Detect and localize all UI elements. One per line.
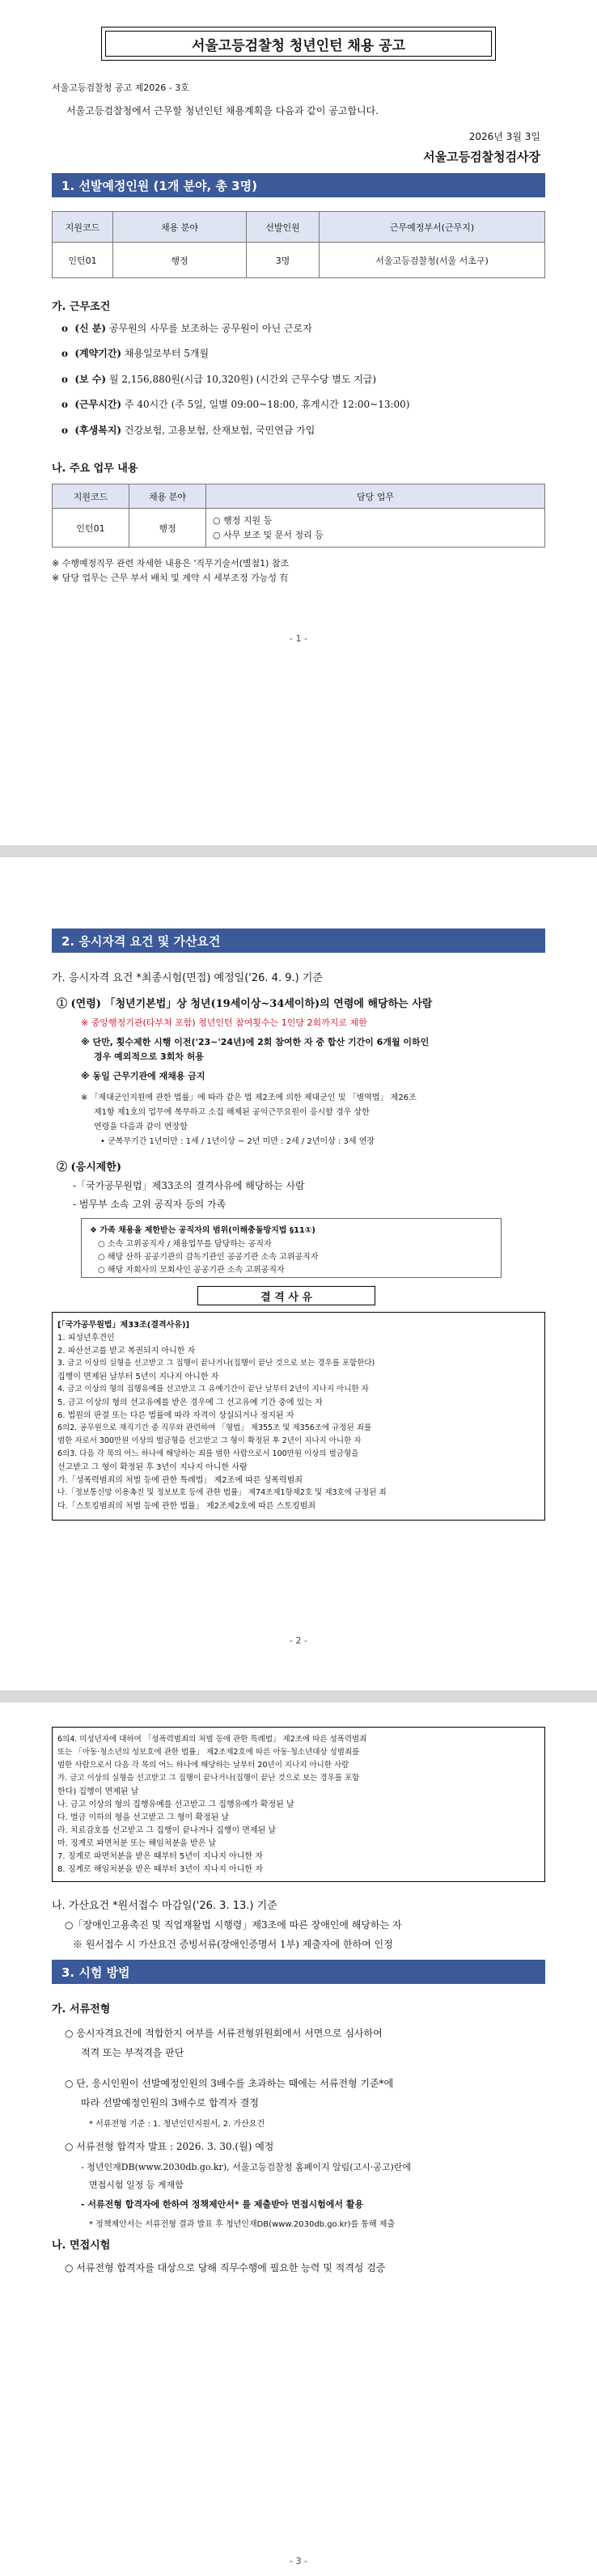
screening-announce: ○ 서류전형 합격자 발표 : 2026. 3. 30.(월) 예정: [65, 2141, 274, 2152]
disq-item: 1. 피성년후견인: [57, 1334, 115, 1343]
page-1: [0, 0, 597, 845]
interview-heading: 나. 면접시험: [52, 2240, 111, 2252]
recruitment-table: [52, 211, 545, 278]
age-note-limit: ※ 중앙행정기관(타부처 포함) 청년인턴 참여횟수는 1인당 2회까지로 제한: [81, 1017, 367, 1028]
age-note-veteran-3: 연령을 다음과 같이 연장함: [94, 1123, 188, 1131]
td-count: 3명: [247, 243, 320, 278]
screening-post-2: 면접시험 일정 등 게재함: [89, 2180, 184, 2190]
disq-item: 나. 금고 이상의 형의 집행유예를 선고받고 그 집행유예가 확정된 날: [57, 1800, 294, 1809]
th-field: 채용 분야: [113, 212, 247, 243]
family-restriction-box: [81, 1218, 502, 1278]
age-note-exception-2: 경우 예외적으로 3회차 허용: [94, 1051, 205, 1062]
disq-item: 마. 징계로 파면처분 또는 해임처분을 받은 날: [57, 1839, 217, 1848]
page-gap-1: [0, 845, 597, 857]
duties-table: [52, 484, 545, 548]
document-title-box: [101, 27, 496, 61]
condition-pay: o (보 수) 월 2,156,880원(시급 10,320원) (시간외 근무수당 별도 지급): [61, 374, 377, 385]
note-2: ※ 담당 업무는 근무 부서 배치 및 계약 시 세부조정 가능성 有: [52, 573, 289, 583]
age-note-veteran-1: ※ 「제대군인지원에 관한 법률」에 따라 같은 법 제2조에 의한 제대군인 및 「병역법」 제26조: [81, 1093, 417, 1102]
disqualification-header: 결 격 사 유: [260, 1291, 312, 1304]
page-number-2: - 2 -: [290, 1635, 307, 1646]
td-dept: 서울고등검찰청(서울 서초구): [320, 243, 545, 278]
disq-item: 6의3. 다음 각 목의 어느 하나에 해당하는 죄를 범한 사람으로서 100만원 이상의 벌금형을: [57, 1449, 359, 1458]
condition-welfare: o (후생복지) 건강보험, 고용보험, 산재보험, 국민연금 가입: [61, 425, 315, 436]
restriction-line-2: - 범무부 소속 고위 공직자 등의 가족: [73, 1199, 227, 1210]
screening-post-1: - 청년인재DB(www.2030db.go.kr), 서울고등검찰청 홈페이지 알림(고시·공고)란에: [81, 2162, 412, 2172]
family-box-item: ○ 해당 자회사의 모회사인 공공기관 소속 고위공직자: [98, 1266, 285, 1275]
age-note-veteran-2: 제1항 제1호의 업무에 복무하고 소집 해제된 공익근무요원이 응시할 경우 상한: [94, 1108, 370, 1117]
td2-field: 행정: [129, 509, 206, 548]
duty-item: ○ 사무 보조 및 문서 정리 등: [213, 529, 324, 540]
disq-item: 7. 징계로 파면처분을 받은 때부터 5년이 지나지 아니한 자: [57, 1852, 263, 1861]
td2-code: 인턴01: [53, 509, 129, 548]
disq-item: 4. 금고 이상의 형의 집행유예를 선고받고 그 유예기간이 끝난 날부터 2년이 지나지 아니한 자: [57, 1385, 369, 1394]
work-conditions-heading: 가. 근무조건: [52, 301, 111, 313]
notice-number: 서울고등검찰청 공고 제2026 - 3호: [52, 82, 189, 93]
page-number-1: - 1 -: [290, 633, 307, 644]
page-3: [0, 1703, 597, 2576]
disq-item: 8. 징계로 해임처분을 받은 때부터 3년이 지나지 아니한 자: [57, 1865, 263, 1874]
page-gap-2: [0, 1690, 597, 1703]
disq-item: 2. 파산선고를 받고 복권되지 아니한 자: [57, 1347, 196, 1356]
section-3-header: 3. 시험 방법: [52, 1960, 545, 1984]
bonus-heading: 나. 가산요건 *원서접수 마감일('26. 3. 13.) 기준: [52, 1900, 277, 1912]
page-2: [0, 857, 597, 1690]
interview-line-1: ○ 서류전형 합격자를 대상으로 당해 직무수행에 필요한 능력 및 적격성 검증: [65, 2262, 386, 2274]
notice-date: 2026년 3월 3일: [468, 131, 540, 142]
disq-item: 6의2. 공무원으로 재직기간 중 직무와 관련하여 「형법」 제355조 및 제356조에 규정된 죄를: [57, 1423, 372, 1432]
disqualification-header-box: [197, 1286, 375, 1305]
disq-item: 가.「성폭력범죄의 처벌 등에 관한 특례법」 제2조에 따른 성폭력범죄: [57, 1476, 303, 1485]
th-dept: 근무예정부서(근무지): [320, 212, 545, 243]
document-title: 서울고등검찰청 청년인턴 채용 공고: [105, 31, 492, 57]
age-note-rehire: ※ 동일 근무기관에 재채용 금지: [81, 1071, 205, 1081]
disq-item: 다. 벌금 이하의 형을 선고받고 그 형이 확정된 날: [57, 1813, 230, 1822]
disq-item: 가. 금고 이상의 실형을 선고받고 그 집행이 끝나거나(집행이 끝난 것으로 보는 경우를 포함: [57, 1774, 360, 1783]
screening-line-2a: ○ 단, 응시인원이 선발예정인원의 3배수를 초과하는 때에는 서류전형 기준*에: [65, 2078, 394, 2089]
screening-line-2b: 따라 선발예정인원의 3배수로 합격자 결정: [81, 2097, 259, 2109]
th2-field: 채용 분야: [129, 484, 206, 509]
screening-criteria: * 서류전형 기준 : 1. 청년인턴지원서, 2. 가산요건: [89, 2120, 265, 2129]
restriction-line-1: -「국가공무원법」제33조의 결격사유에 해당하는 사람: [73, 1180, 305, 1191]
th-code: 지원코드: [53, 212, 113, 243]
age-note-exception-1: ※ 단만, 횟수제한 시행 이전('23~'24년)에 2회 참여한 자 중 합산 기간이 6개월 이하인: [81, 1037, 430, 1047]
policy-proposal-note: * 정책제안서는 서류전형 결과 발표 후 청년인재DB(www.2030db.go.kr)를 통해 제출: [89, 2220, 396, 2229]
section-1-header: 1. 선발예정인원 (1개 분야, 총 3명): [52, 173, 545, 197]
disq-item: 6의4. 미성년자에 대하여 「성폭력범죄의 처벌 등에 관한 특례법」 제2조에 따른 성폭력범죄: [57, 1735, 367, 1744]
restriction-heading: ② (응시제한): [57, 1161, 122, 1174]
condition-status: o (신 분) 공무원의 사무를 보조하는 공무원이 아닌 근로자: [61, 323, 312, 334]
disq-item: 범한 사람으로서 다음 각 목의 어느 하나에 해당하는 날부터 20년이 지나지 아니한 사람: [57, 1761, 349, 1770]
bonus-line-2: ※ 원서접수 시 가산요건 증빙서류(장애인증명서 1부) 제출자에 한하여 인정: [73, 1939, 393, 1950]
age-requirement: ① (연령) 「청년기본법」상 청년(19세이상~34세이하)의 연령에 해당하는 사람: [57, 998, 433, 1010]
disq-item: 다.「스토킹범죄의 처벌 등에 관한 법률」 제2조제2호에 따른 스토킹범죄: [57, 1502, 315, 1511]
disq-item: 나.「정보통신망 이용촉진 및 정보보호 등에 관한 법률」 제74조제1항제2호 및 제3호에 규정된 죄: [57, 1488, 387, 1497]
disq-item: 5. 금고 이상의 형의 선고유예를 받은 경우에 그 선고유예 기간 중에 있는 자: [57, 1398, 323, 1407]
policy-proposal: - 서류전형 합격자에 한하여 정책제안서* 를 제출받아 면접시험에서 활용: [81, 2199, 364, 2210]
intro-text: 서울고등검찰청에서 근무할 청년인턴 채용계획을 다음과 같이 공고합니다.: [66, 105, 379, 116]
th-count: 선발인원: [247, 212, 320, 243]
th2-code: 지원코드: [53, 484, 129, 509]
screening-line-1a: ○ 응시자격요건에 적합한지 여부를 서류전형위원회에서 서면으로 심사하여: [65, 2028, 383, 2039]
age-note-veteran-4: • 군복무기간 1년미만 : 1세 / 1년이상 ~ 2년 미만 : 2세 / 2년이상 : 3세 연장: [100, 1137, 375, 1146]
disq-item: 6. 법원의 판결 또는 다른 법률에 따라 자격이 상실되거나 정지된 자: [57, 1411, 294, 1420]
disq-item: 범한 자로서 300만원 이상의 벌금형을 선고받고 그 형이 확정된 후 2년이 지나지 아니한 자: [57, 1436, 362, 1445]
family-box-title: ❖ 가족 채용을 제한받는 공직자의 범위(이해충돌방지법 §11①): [90, 1226, 315, 1235]
document-screening-heading: 가. 서류전형: [52, 2003, 111, 2016]
td2-duties: [206, 509, 545, 548]
page-number-3: - 3 -: [290, 2556, 307, 2566]
disq-item: 3. 금고 이상의 실형을 선고받고 그 집행이 끝나거나(집행이 끝난 것으로 보는 경우를 포함한다): [57, 1359, 375, 1368]
condition-hours: o (근무시간) 주 40시간 (주 5일, 일별 09:00~18:00, 휴게시간 12:00~13:00): [61, 399, 410, 410]
disq-title: [「국가공무원법」제33조(결격사유)]: [57, 1321, 190, 1330]
issuer: 서울고등검찰청검사장: [423, 150, 540, 164]
screening-line-1b: 적격 또는 부적격을 판단: [81, 2047, 184, 2058]
disq-item: 또는 「아동·청소년의 성보호에 관한 법률」 제2조제2호에 따른 아동·청소년대상 성범죄를: [57, 1748, 360, 1757]
disq-item: 라. 치료감호를 선고받고 그 집행이 끝나거나 집행이 면제된 날: [57, 1826, 277, 1835]
td-code: 인턴01: [53, 243, 113, 278]
disqualification-box-continued: [52, 1727, 545, 1882]
condition-period: o (계약기간) 채용일로부터 5개월: [61, 348, 210, 359]
disq-item: 집행이 면제된 날부터 5년이 지나지 아니한 자: [57, 1373, 219, 1381]
td-field: 행정: [113, 243, 247, 278]
disq-item: 선고받고 그 형이 확정된 후 3년이 지나지 아니한 사람: [57, 1463, 248, 1472]
duties-heading: 나. 주요 업무 내용: [52, 463, 138, 475]
duty-item: ○ 행정 지원 등: [213, 514, 273, 526]
disqualification-box: [52, 1312, 545, 1521]
th2-duties: 담당 업무: [206, 484, 545, 509]
disq-item: 한다) 집행이 면제된 날: [57, 1787, 139, 1796]
bonus-line-1: ○「장애인고용촉진 및 직업재활법 시행령」제3조에 따른 장애인에 해당하는 자: [65, 1919, 402, 1931]
section-2-header: 2. 응시자격 요건 및 가산요건: [52, 928, 545, 953]
eligibility-heading: 가. 응시자격 요건 *최종시험(면접) 예정일('26. 4. 9.) 기준: [52, 972, 323, 984]
note-1: ※ 수행예정직무 관련 자세한 내용은 '직무기술서(별첨1) 참조: [52, 558, 290, 569]
family-box-item: ○ 해당 산하 공공기관의 감독기관인 공공기관 소속 고위공직자: [98, 1253, 319, 1262]
family-box-item: ○ 소속 고위공직자 / 채용업무를 담당하는 공직자: [98, 1240, 272, 1249]
